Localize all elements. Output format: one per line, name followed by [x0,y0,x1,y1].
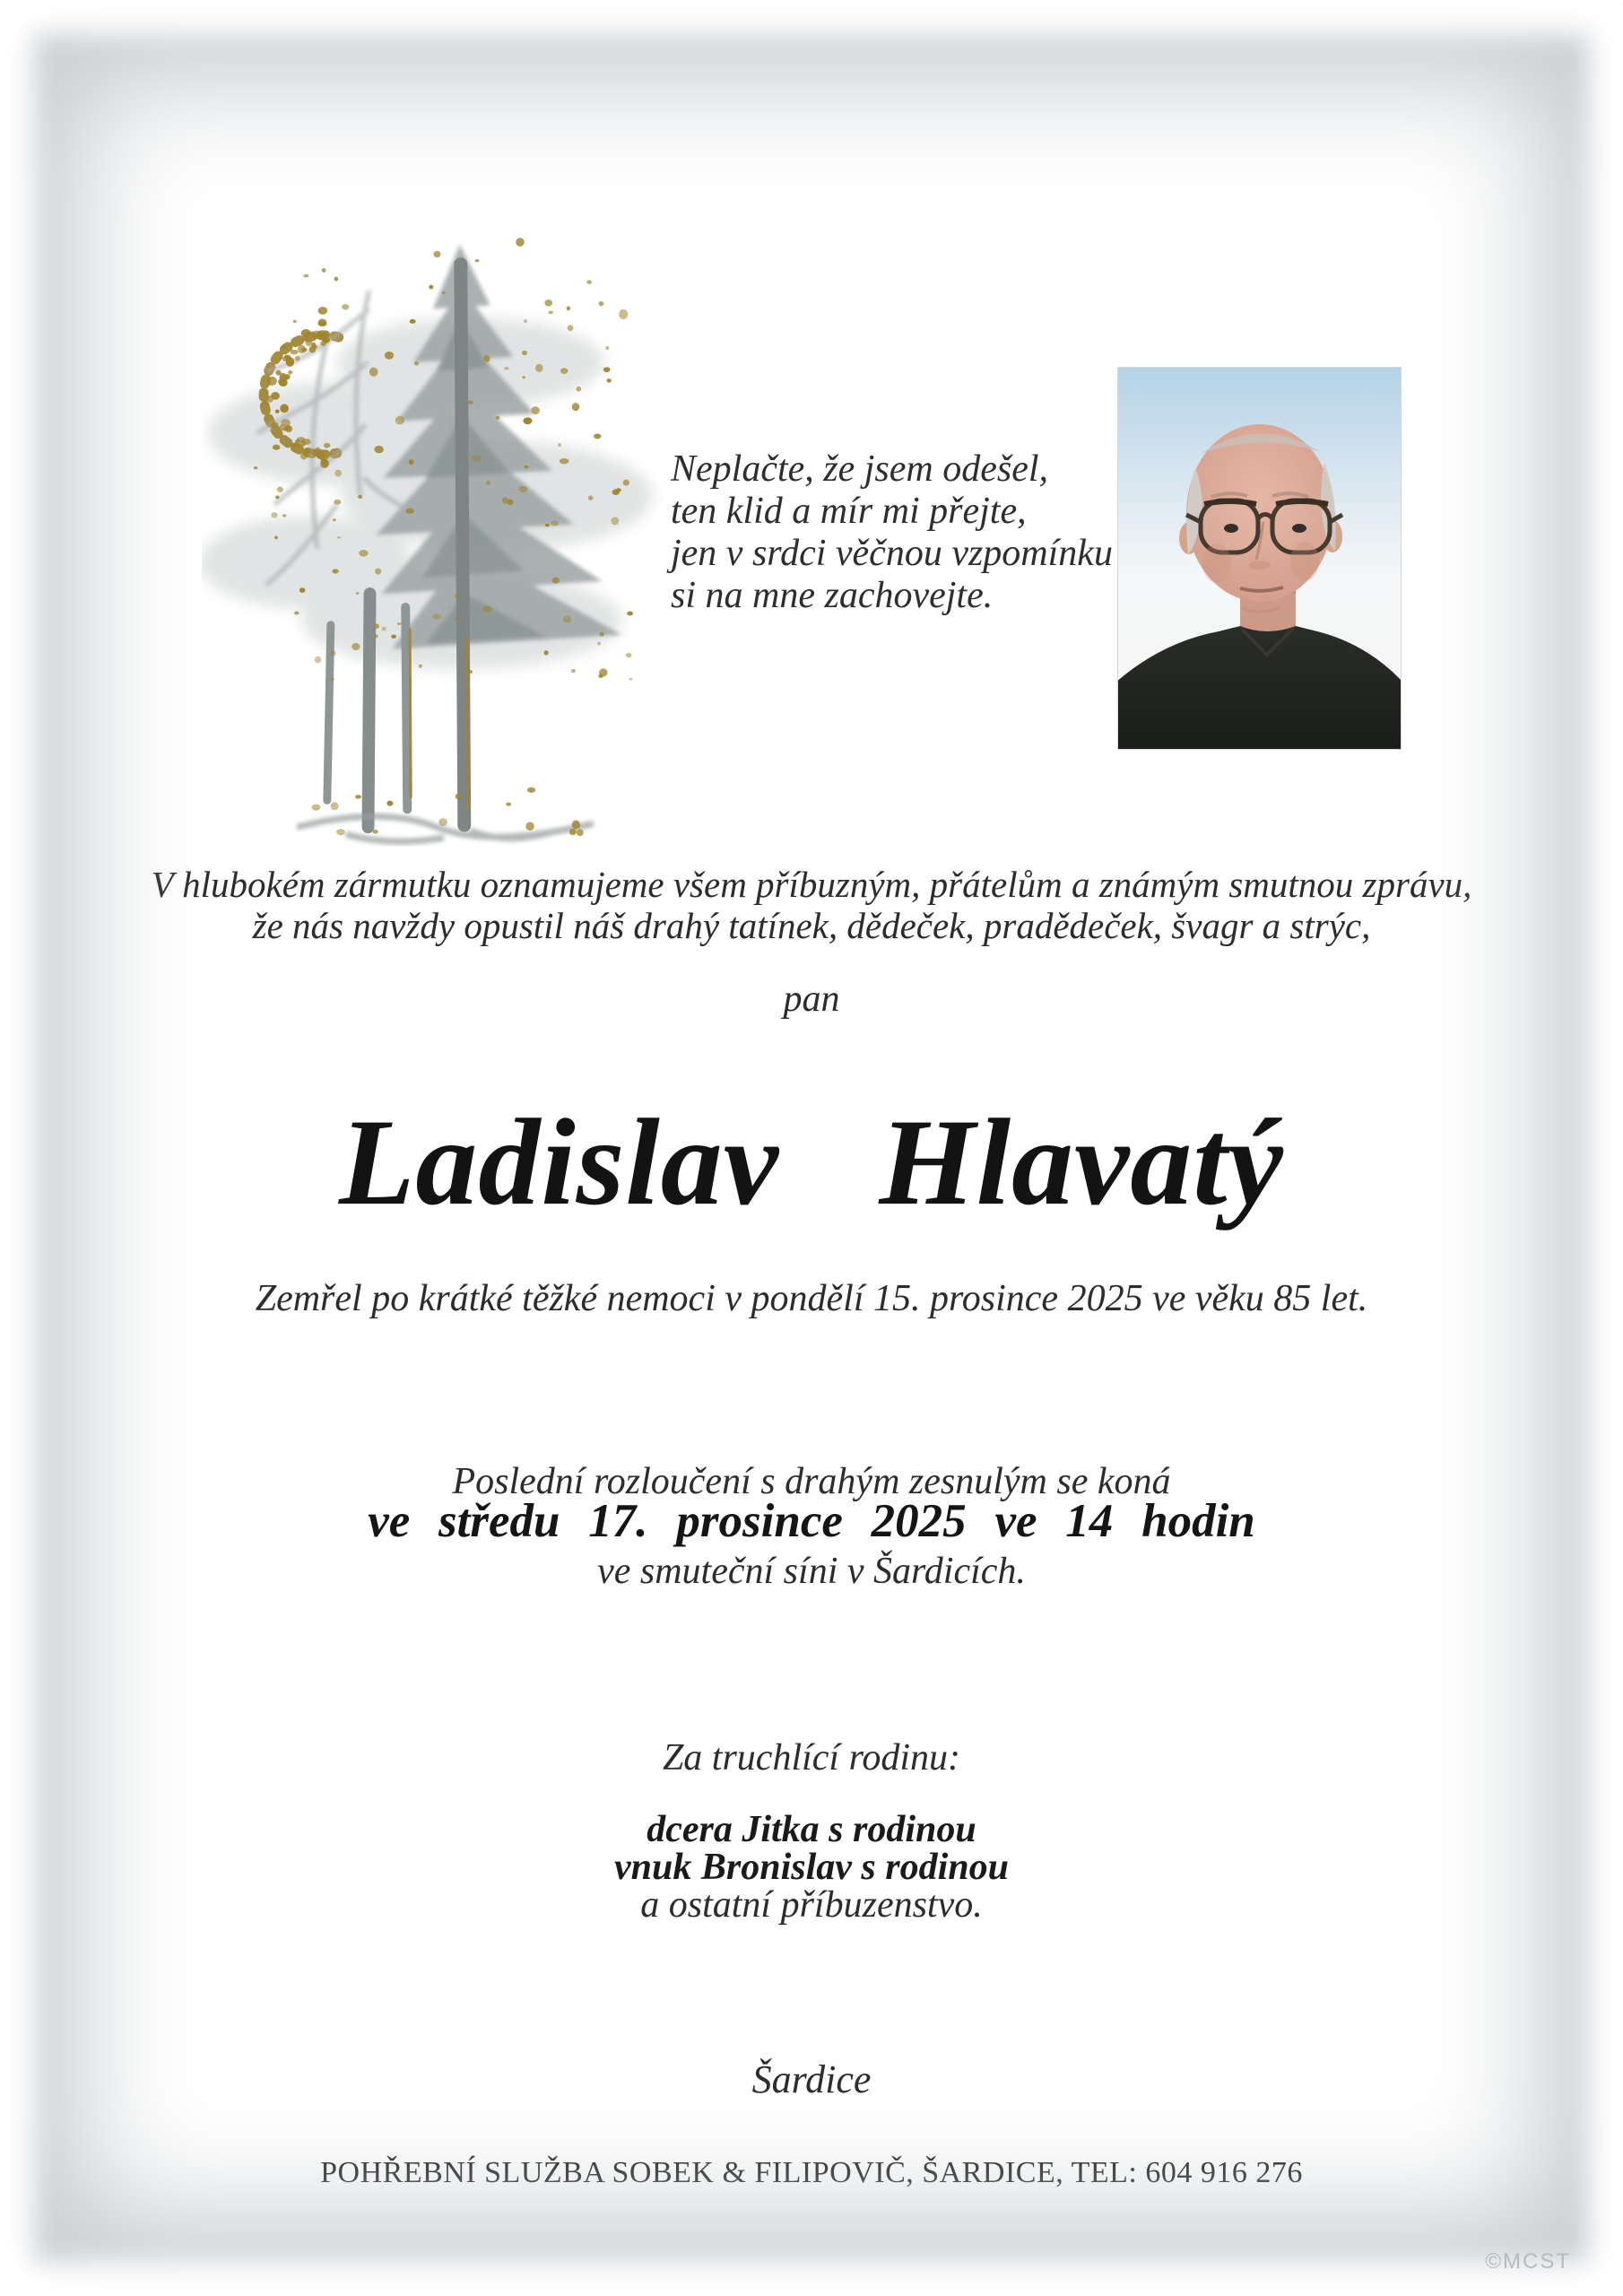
family-member: vnuk Bronislav s rodinou [614,1847,1009,1888]
funeral-location: ve smuteční síni v Šardicích. [597,1551,1026,1592]
family-member: dcera Jitka s rodinou [647,1809,976,1850]
eye-right [1292,524,1306,533]
funeral-intro: Poslední rozloučení s drahým zesnulým se koná [452,1461,1171,1502]
mcst-watermark: ©MCST [1485,2249,1571,2274]
poem-line: jen v srdci věčnou vzpomínku [671,533,1113,574]
poem-line: ten klid a mír mi přejte, [671,491,1027,532]
memorial-poem [671,448,1113,617]
main-spruce [376,245,621,649]
announcement-paragraph [0,864,1623,946]
poem-line: Neplačte, že jsem odešel, [671,448,1049,490]
deceased-name: Ladislav Hlavatý [339,1093,1284,1231]
announcement-line-1: V hlubokém zármutku oznamujeme všem příbuzným, přátelům a známým smutnou zprávu, [151,864,1472,905]
poem-line: si na mne zachovejte. [671,575,994,616]
pine-trees-illustration [202,211,668,852]
portrait-photo [1118,368,1401,749]
death-notice: Zemřel po krátké těžké nemoci v pondělí 15. prosince 2025 ve věku 85 let. [255,1278,1368,1319]
eye-left [1224,524,1238,533]
announcement-line-2: že nás navždy opustil náš drahý tatínek, dědeček, pradědeček, švagr a strýc, [252,905,1371,946]
salutation: pan [783,978,840,1020]
family-closing: a ostatní příbuzenstvo. [640,1884,983,1926]
funeral-datetime: ve středu 17. prosince 2025 ve 14 hodin [368,1495,1255,1547]
family-heading: Za truchlící rodinu: [662,1737,961,1779]
place-name: Šardice [751,2057,872,2101]
funeral-service-footer: POHŘEBNÍ SLUŽBA SOBEK & FILIPOVIČ, ŠARDICE, TEL: 604 916 276 [320,2156,1303,2189]
